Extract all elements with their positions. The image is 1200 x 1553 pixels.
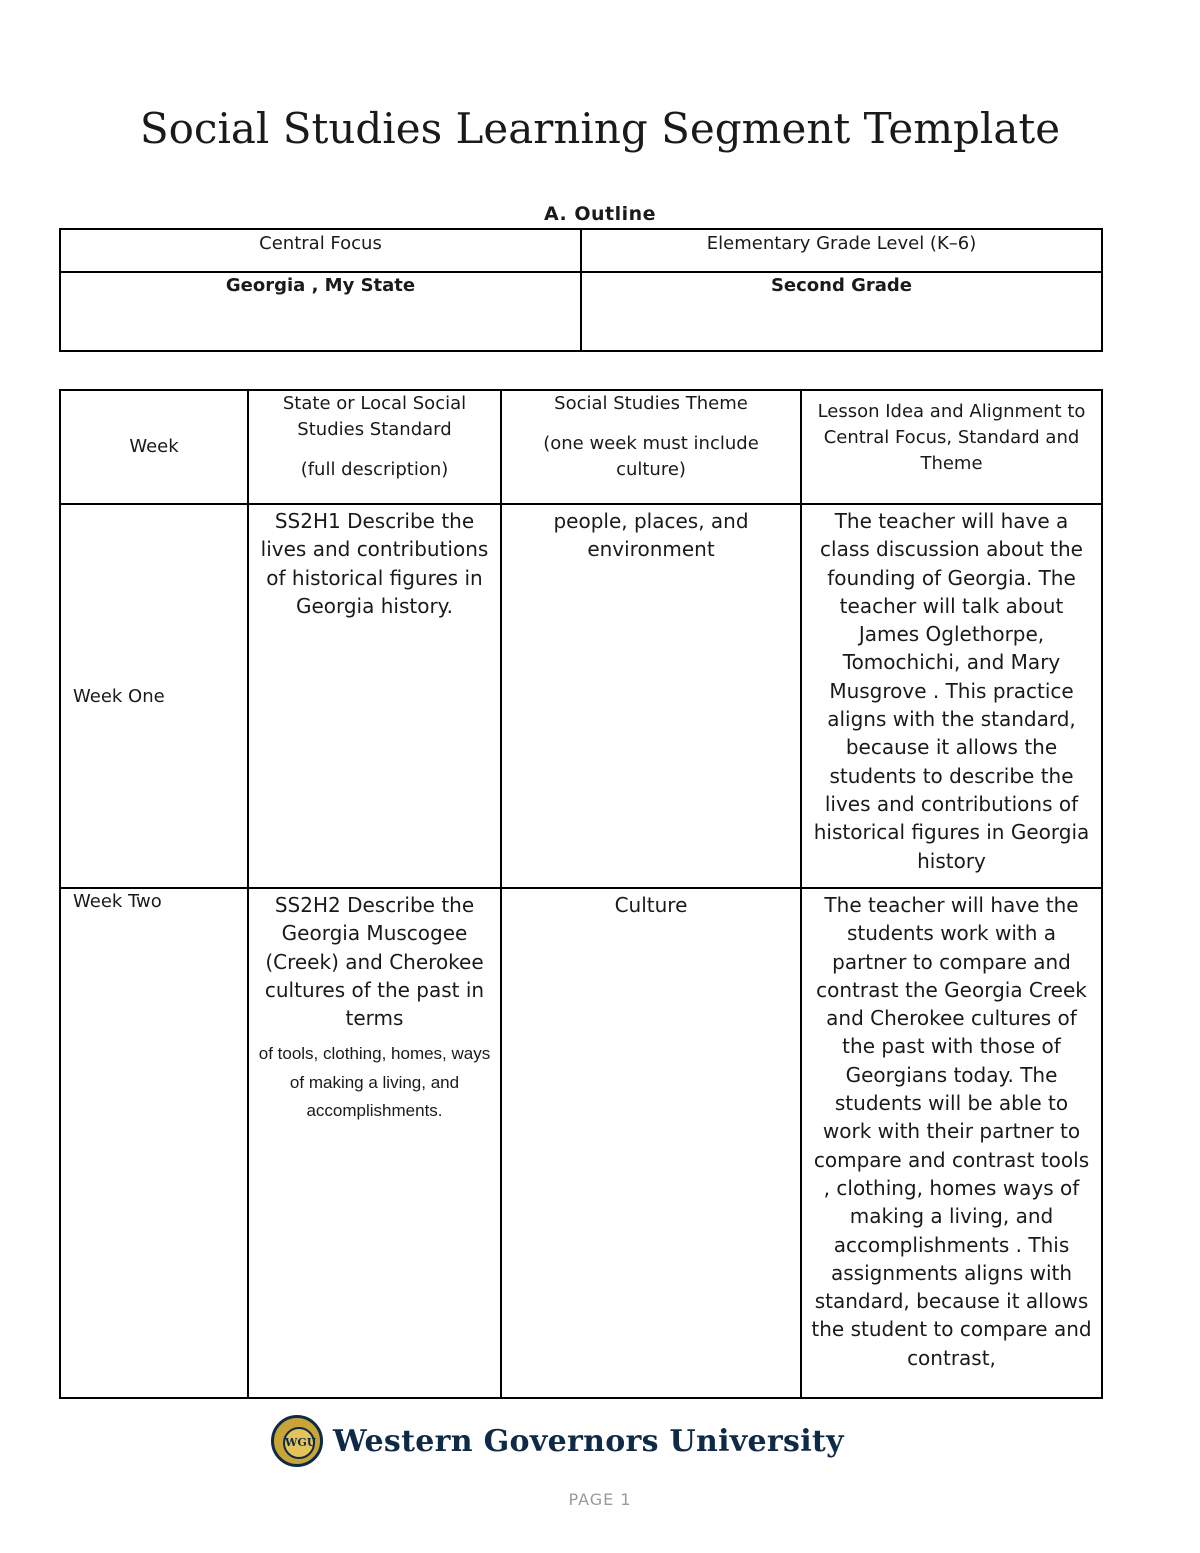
header-standard-title: State or Local Social Studies Standard: [282, 393, 467, 440]
header-week-label: Week: [129, 436, 179, 457]
week-label: Week Two: [73, 891, 162, 912]
central-focus-value: Georgia , My State: [60, 272, 581, 351]
header-week: [60, 390, 248, 504]
week-two-cell: [60, 888, 248, 1398]
grade-level-value: Second Grade: [581, 272, 1102, 351]
table-header-row: [60, 390, 1102, 504]
learning-segment-table: [59, 389, 1103, 1399]
page-number: PAGE 1: [568, 1490, 632, 1509]
wgu-wordmark: Western Governors University: [333, 1424, 844, 1459]
header-standard-subtitle: (full description): [300, 459, 449, 480]
lesson-cell: The teacher will have a class discussion about the founding of Georgia. The teacher will talk about James Oglethorpe, Tomochichi, and Mary Musgrove . This practice aligns with the standard, because it allows the students to describe the lives and contributions of historical figures in Georgia history: [801, 504, 1102, 888]
header-theme-title: Social Studies Theme: [554, 393, 748, 414]
header-standard: [248, 390, 501, 504]
document-title: Social Studies Learning Segment Template: [139, 104, 1061, 153]
header-theme: [501, 390, 801, 504]
week-label: Week One: [73, 685, 165, 707]
week-one-cell: [60, 504, 248, 888]
grade-level-label: Elementary Grade Level (K–6): [581, 229, 1102, 272]
wgu-seal-icon: [271, 1415, 323, 1467]
header-lesson-title: Lesson Idea and Alignment to Central Focus, Standard and Theme: [817, 401, 1086, 474]
header-theme-subtitle: (one week must include culture): [543, 433, 759, 480]
standard-text: SS2H2 Describe the Georgia Muscogee (Creek) and Cherokee cultures of the past in terms: [264, 893, 485, 1031]
outline-heading: A. Outline: [543, 203, 657, 225]
header-lesson: [801, 390, 1102, 504]
standard-text-continued: of tools, clothing, homes, ways of making a living, and accomplishments.: [258, 1044, 491, 1121]
standard-cell: [248, 888, 501, 1398]
table-row: [60, 888, 1102, 1398]
outline-table: [59, 228, 1103, 352]
table-row: [60, 504, 1102, 888]
wgu-seal-text: WGU: [283, 1427, 315, 1459]
wgu-logo: [271, 1415, 891, 1471]
standard-cell: SS2H1 Describe the lives and contributions of historical figures in Georgia history.: [248, 504, 501, 888]
lesson-cell: The teacher will have the students work with a partner to compare and contrast the Georgia Creek and Cherokee cultures of the past with those of Georgians today. The students will be able to work with their partner to compare and contrast tools , clothing, homes ways of making a living, and accomplishments . This assignments aligns with standard, because it allows the student to compare and contrast,: [801, 888, 1102, 1398]
theme-cell: people, places, and environment: [501, 504, 801, 888]
theme-cell: Culture: [501, 888, 801, 1398]
central-focus-label: Central Focus: [60, 229, 581, 272]
